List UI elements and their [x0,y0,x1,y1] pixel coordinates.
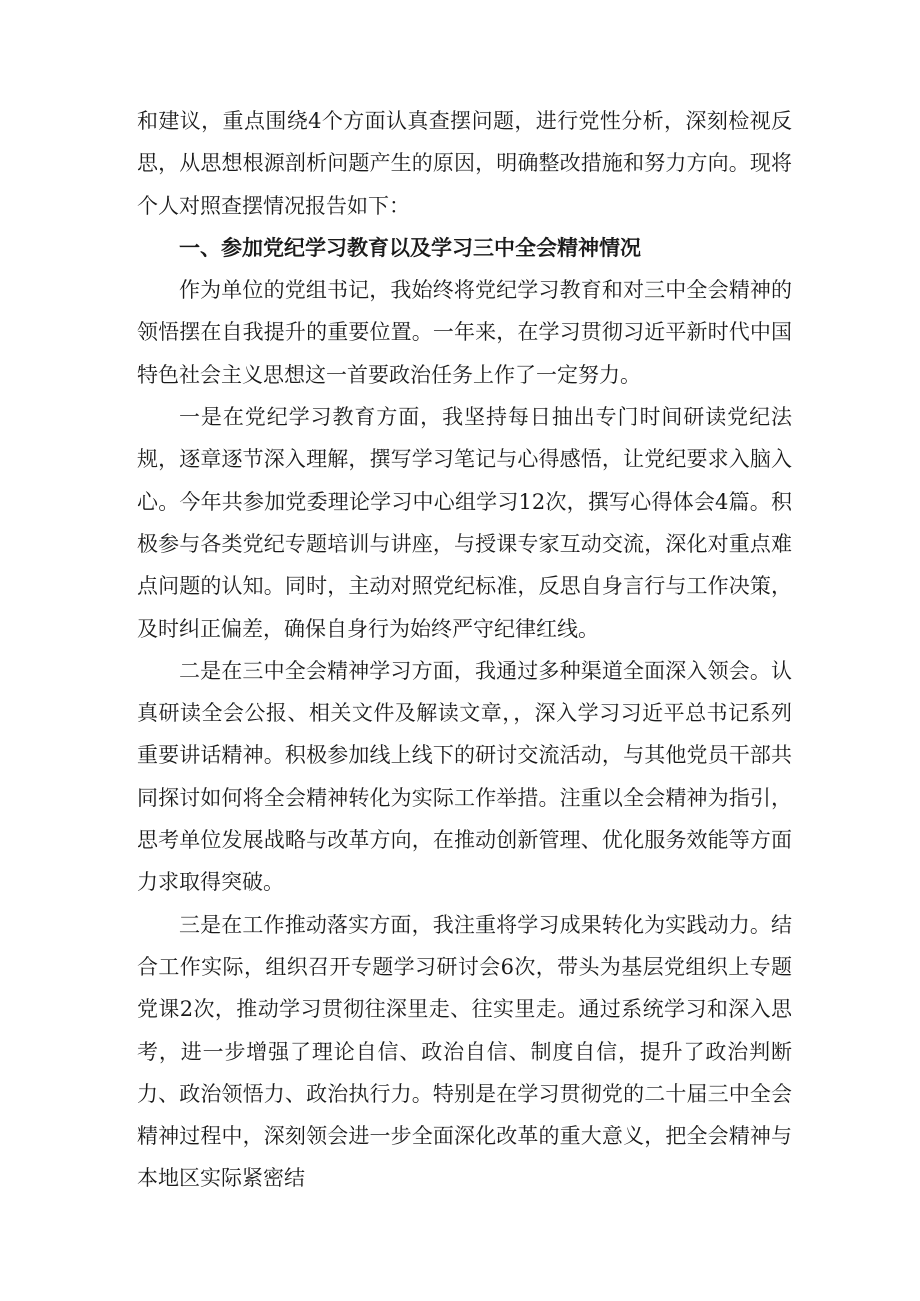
paragraph-intro: 作为单位的党组书记，我始终将党纪学习教育和对三中全会精神的领悟摆在自我提升的重要位置。一年来，在学习贯彻习近平新时代中国特色社会主义思想这一首要政治任务上作了一定努力。 [137,278,792,387]
paragraph-implementation: 三是在工作推动落实方面，我注重将学习成果转化为实践动力。结合工作实际，组织召开专题学习研讨会6次，带头为基层党组织上专题党课2次，推动学习贯彻往深里走、往实里走。通过系统学习和深入思考，进一步增强了理论自信、政治自信、制度自信，提升了政治判断力、政治领悟力、政治执行力。特别是在学习贯彻党的二十届三中全会精神过程中，深刻领会进一步全面深化改革的重大意义，把全会精神与本地区实际紧密结 [137,912,792,1191]
section-heading: 一、参加党纪学习教育以及学习三中全会精神情况 [179,235,641,260]
continuation-paragraph: 和建议，重点围绕4个方面认真查摆问题，进行党性分析，深刻检视反思，从思想根源剖析问题产生的原因，明确整改措施和努力方向。现将个人对照查摆情况报告如下： [137,109,792,218]
paragraph-party-discipline: 一是在党纪学习教育方面，我坚持每日抽出专门时间研读党纪法规，逐章逐节深入理解，撰写学习笔记与心得感悟，让党纪要求入脑入心。今年共参加党委理论学习中心组学习12次，撰写心得体会4篇。积极参与各类党纪专题培训与讲座，与授课专家互动交流，深化对重点难点问题的认知。同时，主动对照党纪标准，反思自身言行与工作决策，及时纠正偏差，确保自身行为始终严守纪律红线。 [137,405,792,641]
document-page [137,100,792,1200]
paragraph-third-plenum: 二是在三中全会精神学习方面，我通过多种渠道全面深入领会。认真研读全会公报、相关文件及解读文章，，深入学习习近平总书记系列重要讲话精神。积极参加线上线下的研讨交流活动，与其他党员干部共同探讨如何将全会精神转化为实际工作举措。注重以全会精神为指引，思考单位发展战略与改革方向，在推动创新管理、优化服务效能等方面力求取得突破。 [137,658,792,895]
